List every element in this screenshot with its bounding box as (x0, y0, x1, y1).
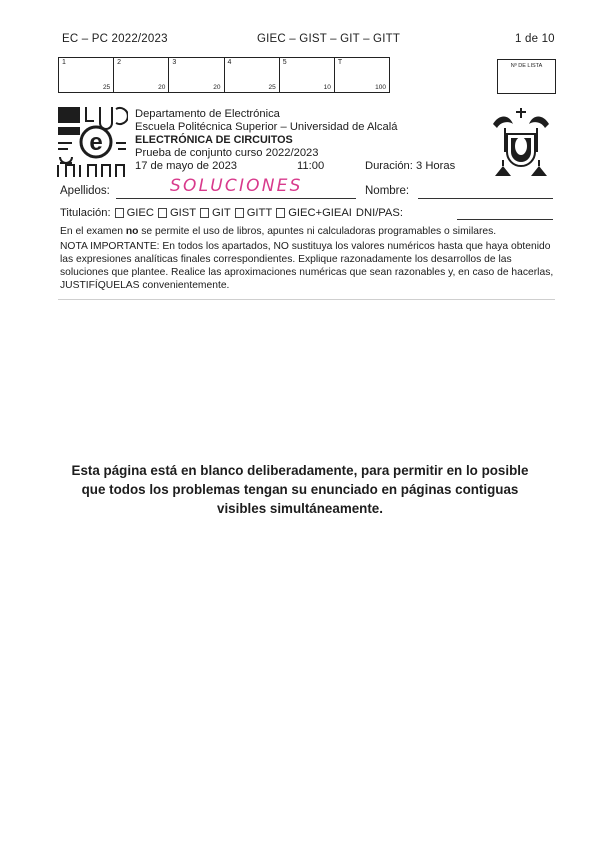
checkbox-icon (235, 208, 244, 218)
university-crest (485, 104, 557, 186)
score-cell-max: 25 (268, 84, 276, 91)
titulacion-option-giec[interactable]: GIEC (115, 207, 154, 219)
header-course-code: EC – PC 2022/2023 (62, 33, 168, 45)
page-number: 1 de 10 (515, 33, 555, 45)
dni-field[interactable] (457, 219, 553, 220)
score-cell-number: 4 (227, 59, 232, 66)
list-number-label: Nº DE LISTA (510, 63, 543, 69)
separator-line (58, 299, 555, 300)
checkbox-icon (115, 208, 124, 218)
apellidos-value: SOLUCIONES (170, 176, 303, 196)
checkbox-icon (200, 208, 209, 218)
score-cell-3[interactable] (169, 58, 224, 92)
score-cell-5[interactable] (280, 58, 335, 92)
nombre-field[interactable] (418, 198, 553, 199)
exam-date: 17 de mayo de 2023 (135, 160, 238, 172)
apellidos-field[interactable] (116, 198, 356, 199)
checkbox-icon (158, 208, 167, 218)
titulacion-row (60, 207, 403, 219)
course-name: ELECTRÓNICA DE CIRCUITOS (135, 134, 293, 146)
score-table (58, 57, 390, 93)
score-cell-4[interactable] (225, 58, 280, 92)
titulacion-option-gist[interactable]: GIST (158, 207, 196, 219)
titulacion-option-giec-gieai[interactable]: GIEC+GIEAI (276, 207, 352, 219)
exam-name: Prueba de conjunto curso 2022/2023 (135, 147, 319, 159)
score-cell-number: 3 (172, 59, 177, 66)
score-cell-number: 1 (62, 59, 66, 66)
titulacion-label: Titulación: (60, 207, 111, 219)
checkbox-icon (276, 208, 285, 218)
nombre-label: Nombre: (365, 185, 410, 197)
exam-time: 11:00 (297, 160, 325, 172)
score-cell-max: 25 (102, 84, 111, 91)
exam-duration: Duración: 3 Horas (365, 160, 456, 172)
svg-text:e: e (89, 129, 103, 156)
department-name: Departamento de Electrónica (135, 108, 280, 120)
score-cell-1[interactable] (59, 58, 114, 92)
score-cell-2[interactable] (114, 58, 169, 92)
department-logo (56, 105, 128, 179)
titulacion-option-gitt[interactable]: GITT (235, 207, 272, 219)
score-cell-max: 20 (213, 84, 221, 91)
header-degrees: GIEC – GIST – GIT – GITT (257, 33, 401, 45)
score-cell-number: T (337, 59, 343, 66)
school-name: Escuela Politécnica Superior – Universidad de Alcalá (135, 121, 398, 133)
list-number-box[interactable] (497, 59, 556, 94)
exam-rules: En el examen no se permite el uso de libros, apuntes ni calculadoras programables o similares. (60, 226, 497, 237)
titulacion-option-git[interactable]: GIT (200, 207, 231, 219)
score-cell-number: 5 (282, 59, 287, 66)
apellidos-label: Apellidos: (60, 185, 110, 197)
dni-label: DNI/PAS: (355, 207, 403, 219)
score-cell-max: 100 (375, 84, 387, 91)
score-cell-number: 2 (117, 59, 122, 66)
important-note: NOTA IMPORTANTE: En todos los apartados, NO sustituya los valores numéricos hasta que haya obtenido las expresiones analíticas finales correspondientes. Explique razonadamente los desarrollos de las soluciones que plantee. Realice las aproximaciones numéricas que sean razonables y, en caso de hacerlas, JUSTIFÍQUELAS convenientemente. (60, 241, 554, 292)
score-cell-max: 10 (323, 84, 331, 91)
score-cell-total[interactable] (335, 58, 389, 92)
blank-page-message: Esta página está en blanco deliberadamente, para permitir en lo posible que todos los problemas tengan su enunciado en páginas contiguas visibles simultáneamente. (71, 463, 529, 516)
score-cell-max: 20 (158, 84, 166, 91)
